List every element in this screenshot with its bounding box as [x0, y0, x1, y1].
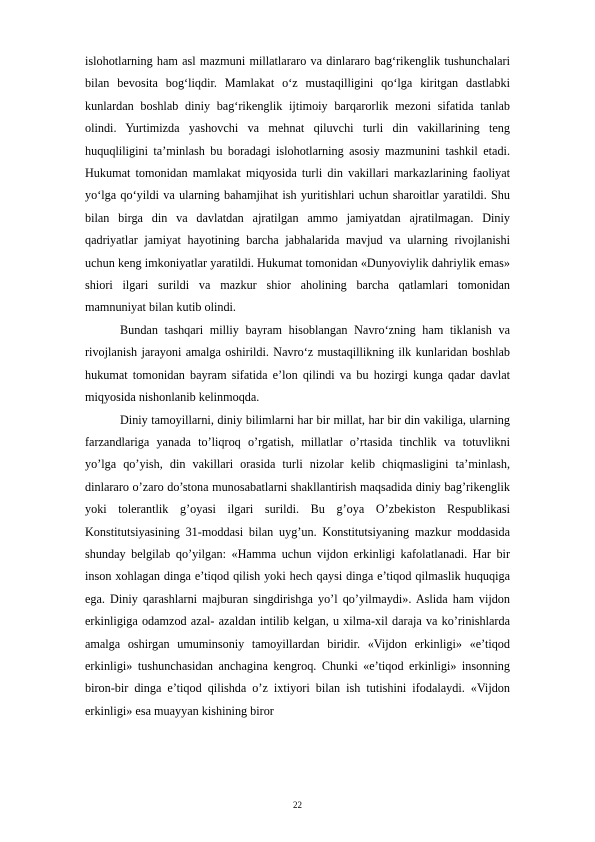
body-text: [85, 50, 510, 722]
paragraph-3: Diniy tamoyillarni, diniy bilimlarni har bir millat, har bir din vakiliga, ularning farzandlariga yanada to’liqroq o’rgatish, millatlar o’rtasida tinchlik va totuvlikni yo’lga qo’yish, din vakillari orasida turli nizolar kelib chiqmasligini ta’minlash, dinlararo o’zaro do’stona munosabatlarni shakllantirish maqsadida diniy bag’rikenglik yoki tolerantlik g’oyasi ilgari surildi. Bu g’oya O’zbekiston Respublikasi Konstitutsiyasining 31-moddasi bilan uyg’un. Konstitutsiyaning mazkur moddasida shunday belgilab qo’yilgan: «Hamma uchun vijdon erkinligi kafolatlanadi. Har bir inson xohlagan dinga e’tiqod qilish yoki hech qaysi dinga e’tiqod qilmaslik huquqiga ega. Diniy qarashlarni majburan singdirishga yo’l qo’yilmaydi». Aslida ham vijdon erkinligiga odamzod azal- azaldan intilib kelgan, u xilma-xil daraja va ko’rinishlarda amalga oshirgan umuminsoniy tamoyillardan biridir. «Vijdon erkinligi» «e’tiqod erkinligi» tushunchasidan anchagina kengroq. Chunki «e’tiqod erkinligi» insonning biron-bir dinga e’tiqod qilishda o’z ixtiyori bilan ish tutishini ifodalaydi. «Vijdon erkinligi» esa muayyan kishining biror: [85, 412, 510, 718]
paragraph-2: Bundan tashqari milliy bayram hisoblangan Navro‘zning ham tiklanish va rivojlanish jarayoni amalga oshirildi. Navro‘z mustaqillikning ilk kunlaridan boshlab hukumat tomonidan bayram sifatida e’lon qilindi va bu hozirgi kunga qadar davlat miqyosida nishonlanib kelinmoqda.: [85, 322, 510, 405]
page-number: 22: [293, 800, 302, 810]
paragraph-1: islohotlarning ham asl mazmuni millatlararo va dinlararo bag‘rikenglik tushunchalari bilan bevosita bog‘liqdir. Mamlakat o‘z mustaqilligini qo‘lga kiritgan dastlabki kunlardan boshlab diniy bag‘rikenglik ijtimoiy barqarorlik mezoni sifatida tanlab olindi. Yurtimizda yashovchi va mehnat qiluvchi turli din vakillarining teng huquqliligini ta’minlash bu boradagi islohotlarning asosiy mazmunini tashkil etadi. Hukumat tomonidan mamlakat miqyosida turli din vakillari markazlarining faoliyat yo‘lga qo‘yildi va ularning bahamjihat ish yuritishlari uchun sharoitlar yaratildi. Shu bilan birga din va davlatdan ajratilgan ammo jamiyatdan ajratilmagan. Diniy qadriyatlar jamiyat hayotining barcha jabhalarida mavjud va ularning rivojlanishi uchun keng imkoniyatlar yaratildi. Hukumat tomonidan «Dunyoviylik dahriylik emas» shiori ilgari surildi va mazkur shior aholining barcha qatlamlari tomonidan mamnuniyat bilan kutib olindi.: [85, 54, 510, 315]
